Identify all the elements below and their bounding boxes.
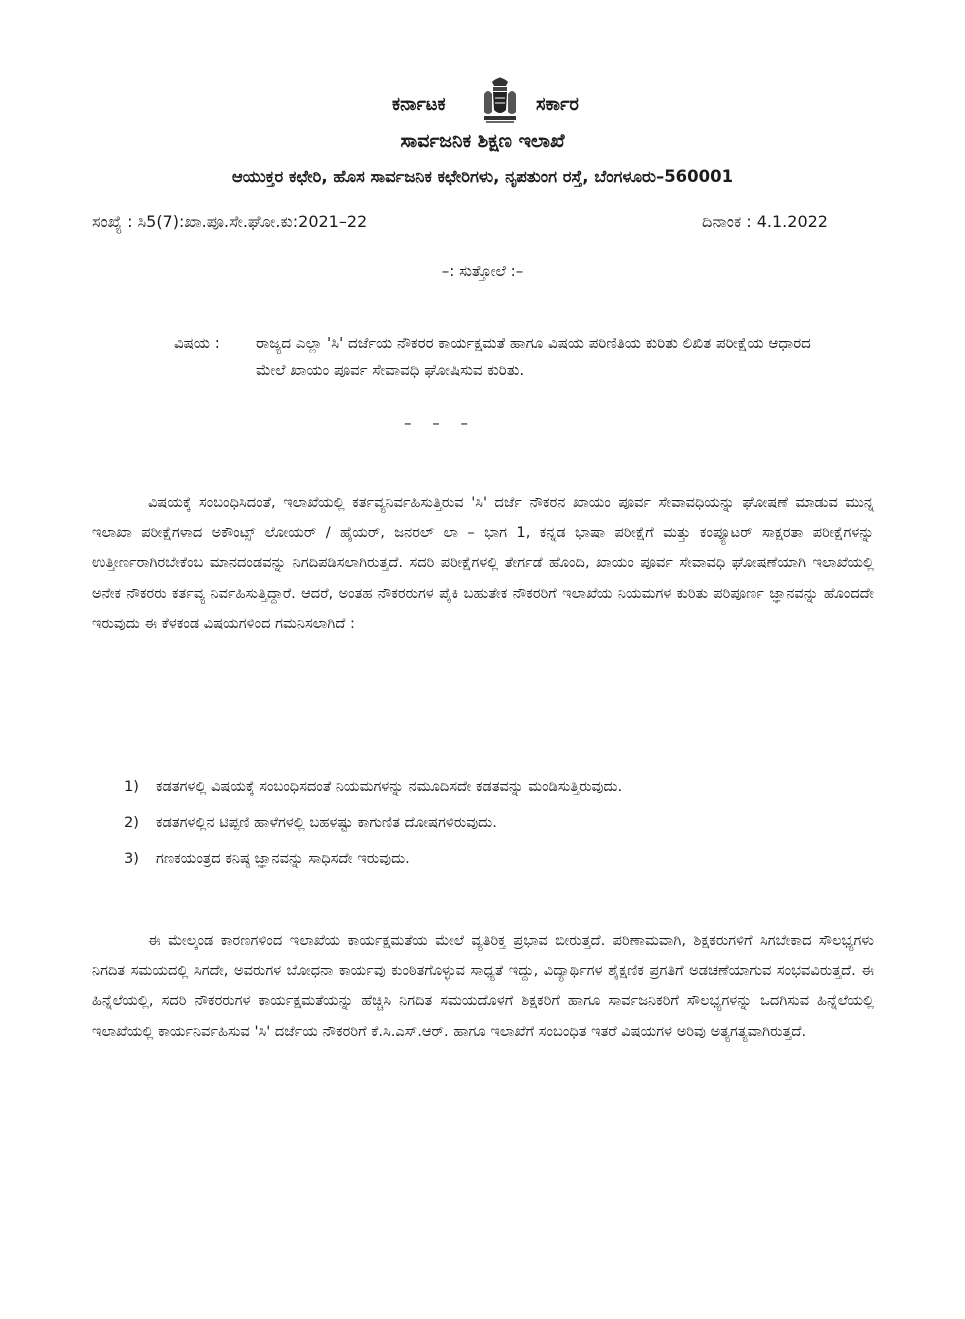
list-item: [124, 808, 876, 838]
list-number: 1): [124, 778, 139, 795]
government-header: [0, 70, 965, 134]
list-number: 3): [124, 850, 139, 867]
list-item: [124, 844, 876, 874]
header-karnataka: ಕರ್ನಾಟಕ: [392, 94, 446, 115]
observation-list: [124, 772, 876, 880]
subject-text: ರಾಜ್ಯದ ಎಲ್ಲಾ 'ಸಿ' ದರ್ಜೆಯ ನೌಕರರ ಕಾರ್ಯಕ್ಷಮತೆ ಹಾಗೂ ವಿಷಯ ಪರಿಣಿತಿಯ ಕುರಿತು ಲಿಖಿತ ಪರೀಕ್ಷೆಯ ಆಧಾರದ ಮೇಲೆ ಖಾಯಂ ಪೂರ್ವ ಸೇವಾವಧಿ ಘೋಷಿಸುವ ಕುರಿತು.: [256, 334, 811, 379]
list-text: ಗಣಕಯಂತ್ರದ ಕನಿಷ್ಠ ಜ್ಞಾನವನ್ನು ಸಾಧಿಸದೇ ಇರುವುದು.: [156, 850, 410, 867]
paragraph-1: ವಿಷಯಕ್ಕೆ ಸಂಬಂಧಿಸಿದಂತೆ, ಇಲಾಖೆಯಲ್ಲಿ ಕರ್ತವ್ಯನಿರ್ವಹಿಸುತ್ತಿರುವ 'ಸಿ' ದರ್ಜೆ ನೌಕರನ ಖಾಯಂ ಪೂರ್ವ ಸೇವಾವಧಿಯನ್ನು ಘೋಷಣೆ ಮಾಡುವ ಮುನ್ನ ಇಲಾಖಾ ಪರೀಕ್ಷೆಗಳಾದ ಅಕೌಂಟ್ಸ್ ಲೋಯರ್ / ಹೈಯರ್, ಜನರಲ್ ಲಾ – ಭಾಗ 1, ಕನ್ನಡ ಭಾಷಾ ಪರೀಕ್ಷೆಗೆ ಮತ್ತು ಕಂಪ್ಯೂಟರ್ ಸಾಕ್ಷರತಾ ಪರೀಕ್ಷೆಗಳನ್ನು ಉತ್ತೀರ್ಣರಾಗಿರಬೇಕೆಂಬ ಮಾನದಂಡವನ್ನು ನಿಗದಿಪಡಿಸಲಾಗಿರುತ್ತದೆ. ಸದರಿ ಪರೀಕ್ಷೆಗಳಲ್ಲಿ ತೇರ್ಗಡೆ ಹೊಂದಿ, ಖಾಯಂ ಪೂರ್ವ ಸೇವಾವಧಿ ಘೋಷಣೆಯಾಗಿ ಇಲಾಖೆಯಲ್ಲಿ ಅನೇಕ ನೌಕರರು ಕರ್ತವ್ಯ ನಿರ್ವಹಿಸುತ್ತಿದ್ದಾರೆ. ಆದರೆ, ಅಂತಹ ನೌಕರರುಗಳ ಪೈಕಿ ಬಹುತೇಕ ನೌಕರರಿಗೆ ಇಲಾಖೆಯ ನಿಯಮಗಳ ಕುರಿತು ಪರಿಪೂರ್ಣ ಜ್ಞಾನವನ್ನು ಹೊಂದದೇ ಇರುವುದು ಈ ಕೆಳಕಂಡ ವಿಷಯಗಳಿಂದ ಗಮನಿಸಲಾಗಿದೆ :: [92, 494, 874, 632]
document-date: ದಿನಾಂಕ : 4.1.2022: [702, 212, 828, 231]
header-sarkara: ಸರ್ಕಾರ: [536, 94, 579, 115]
subject-separator: – – –: [404, 414, 477, 432]
subject-label: ವಿಷಯ :: [174, 334, 220, 352]
office-address: ಆಯುಕ್ತರ ಕಛೇರಿ, ಹೊಸ ಸಾರ್ವಜನಿಕ ಕಛೇರಿಗಳು, ನೃಪತುಂಗ ರಸ್ತೆ, ಬೆಂಗಳೂರು–560001: [231, 167, 734, 186]
reference-number: ಸಂಖ್ಯೆ : ಸಿ5(7):ಖಾ.ಪೂ.ಸೇ.ಘೋ.ಕು:2021–22: [92, 212, 368, 231]
karnataka-emblem-icon: [478, 74, 522, 124]
list-number: 2): [124, 814, 139, 831]
list-text: ಕಡತಗಳಲ್ಲಿ ವಿಷಯಕ್ಕೆ ಸಂಬಂಧಿಸದಂತೆ ನಿಯಮಗಳನ್ನು ನಮೂದಿಸದೇ ಕಡತವನ್ನು ಮಂಡಿಸುತ್ತಿರುವುದು.: [156, 778, 623, 795]
list-item: [124, 772, 876, 802]
paragraph-2: ಈ ಮೇಲ್ಕಂಡ ಕಾರಣಗಳಿಂದ ಇಲಾಖೆಯ ಕಾರ್ಯಕ್ಷಮತೆಯ ಮೇಲೆ ವ್ಯತಿರಿಕ್ತ ಪ್ರಭಾವ ಬೀರುತ್ತದೆ. ಪರಿಣಾಮವಾಗಿ, ಶಿಕ್ಷಕರುಗಳಿಗೆ ಸಿಗಬೇಕಾದ ಸೌಲಭ್ಯಗಳು ನಿಗದಿತ ಸಮಯದಲ್ಲಿ ಸಿಗದೇ, ಅವರುಗಳ ಬೋಧನಾ ಕಾರ್ಯವು ಕುಂಠಿತಗೊಳ್ಳುವ ಸಾಧ್ಯತೆ ಇದ್ದು, ವಿದ್ಯಾರ್ಥಿಗಳ ಶೈಕ್ಷಣಿಕ ಪ್ರಗತಿಗೆ ಅಡಚಣೆಯಾಗುವ ಸಂಭವವಿರುತ್ತದೆ. ಈ ಹಿನ್ನೆಲೆಯಲ್ಲಿ, ಸದರಿ ನೌಕರರುಗಳ ಕಾರ್ಯಕ್ಷಮತೆಯನ್ನು ಹೆಚ್ಚಿಸಿ ನಿಗದಿತ ಸಮಯದೊಳಗೆ ಶಿಕ್ಷಕರಿಗೆ ಹಾಗೂ ಸಾರ್ವಜನಿಕರಿಗೆ ಸೌಲಭ್ಯಗಳನ್ನು ಒದಗಿಸುವ ಹಿನ್ನೆಲೆಯಲ್ಲಿ ಇಲಾಖೆಯಲ್ಲಿ ಕಾರ್ಯನಿರ್ವಹಿಸುವ 'ಸಿ' ದರ್ಜೆಯ ನೌಕರರಿಗೆ ಕೆ.ಸಿ.ಎಸ್.ಆರ್. ಹಾಗೂ ಇಲಾಖೆಗೆ ಸಂಬಂಧಿತ ಇತರೆ ವಿಷಯಗಳ ಅರಿವು ಅತ್ಯಗತ್ಯವಾಗಿರುತ್ತದೆ.: [92, 932, 874, 1040]
list-text: ಕಡತಗಳಲ್ಲಿನ ಟಿಪ್ಪಣಿ ಹಾಳೆಗಳಲ್ಲಿ ಬಹಳಷ್ಟು ಕಾಗುಣಿತ ದೋಷಗಳಿರುವುದು.: [156, 814, 497, 831]
department-name: ಸಾರ್ವಜನಿಕ ಶಿಕ್ಷಣ ಇಲಾಖೆ: [400, 130, 565, 152]
circular-title: –: ಸುತ್ತೋಲೆ :–: [441, 262, 524, 280]
